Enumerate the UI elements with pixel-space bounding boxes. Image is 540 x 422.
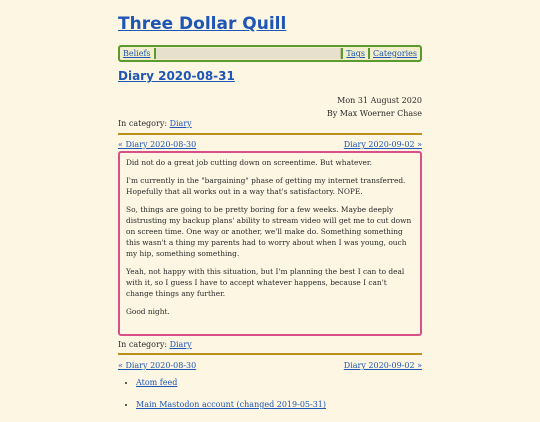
nav-tags-link[interactable]: Tags [346, 49, 365, 58]
post-paragraph: I'm currently in the "bargaining" phase of getting my internet transferred. Hopefully that all works out in a way that's satisfactory. NOPE. [126, 176, 406, 196]
pager-bottom [118, 361, 422, 370]
prev-post-link[interactable]: « Diary 2020-08-30 [118, 140, 197, 149]
post-title-link[interactable]: Diary 2020-08-31 [118, 69, 235, 83]
next-post-link[interactable]: Diary 2020-09-02 » [343, 140, 422, 149]
mastodon-link[interactable]: Main Mastodon account (changed 2019-05-31) [136, 400, 326, 409]
category-link[interactable]: Diary [169, 119, 192, 128]
post-category-bottom [118, 340, 192, 349]
prev-post-link[interactable]: « Diary 2020-08-30 [118, 361, 197, 370]
next-post-link[interactable]: Diary 2020-09-02 » [343, 361, 422, 370]
nav-spacer [156, 48, 342, 59]
post-paragraph: Good night. [126, 307, 170, 316]
site-title-link[interactable]: Three Dollar Quill [118, 14, 287, 34]
post-paragraph: Did not do a great job cutting down on screentime. But whatever. [126, 158, 372, 167]
nav-categories-link[interactable]: Categories [373, 49, 417, 58]
category-link[interactable]: Diary [169, 340, 192, 349]
list-item [136, 378, 326, 387]
pager-top [118, 140, 422, 149]
post-meta [327, 94, 422, 120]
top-nav [118, 45, 422, 62]
nav-beliefs-link[interactable]: Beliefs [123, 49, 151, 58]
post-paragraph: So, things are going to be pretty boring for a few weeks. Maybe deeply distrusting my backup plans' ability to stream video will get me to cut down on screen time. One way or another, we'll make do. Something something this wasn't a thing my parents had to worry about when I was young, ouch my hip, something something. [126, 205, 412, 258]
category-label: In category: [118, 340, 168, 349]
post-paragraph: Yeah, not happy with this situation, but I'm planning the best I can to deal with it, so I guess I have to accept whatever happens, because I can't change things any further. [126, 267, 405, 298]
post-date: Mon 31 August 2020 [337, 96, 422, 105]
footer-links [124, 378, 326, 422]
post-content [118, 151, 422, 336]
post-category-top [118, 119, 192, 128]
atom-feed-link[interactable]: Atom feed [136, 378, 178, 387]
post-author: By Max Woerner Chase [326, 109, 422, 118]
divider-rule [118, 133, 422, 135]
category-label: In category: [118, 119, 168, 128]
divider-rule [118, 353, 422, 355]
